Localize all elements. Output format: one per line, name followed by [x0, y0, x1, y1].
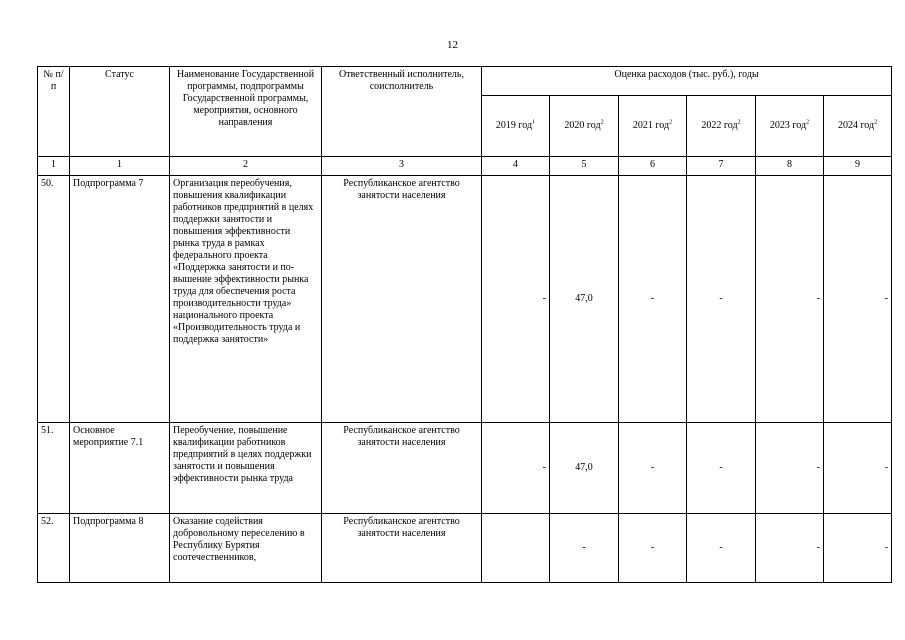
row-executor: Республиканское агентство занятости населения [322, 514, 482, 583]
row-value: - [619, 514, 687, 583]
column-numbers-row [38, 157, 892, 176]
row-value: - [824, 176, 892, 423]
table-header-row [38, 67, 892, 96]
page-number: 12 [447, 39, 458, 51]
row-value: 47,0 [550, 176, 619, 423]
row-value: - [687, 176, 756, 423]
row-value: - [619, 176, 687, 423]
row-value: - [482, 176, 550, 423]
row-value: - [756, 176, 824, 423]
column-number: 1 [38, 157, 70, 176]
row-status: Подпрограмма 7 [70, 176, 170, 423]
column-number: 8 [756, 157, 824, 176]
column-number: 5 [550, 157, 619, 176]
row-name: Переобучение, повышение квалификации работников предприятий в целях поддержки занятости и повышения эффективности рынка труда [170, 423, 322, 514]
row-num: 52. [38, 514, 70, 583]
column-number: 3 [322, 157, 482, 176]
row-value: - [687, 423, 756, 514]
row-status: Основное мероприятие 7.1 [70, 423, 170, 514]
header-year: 2021 год$^2$ [619, 96, 687, 157]
table-row [38, 514, 892, 583]
row-value: - [756, 514, 824, 583]
row-value: - [550, 514, 619, 583]
header-executor: Ответственный исполнитель, соисполнитель [322, 67, 482, 157]
header-status: Статус [70, 67, 170, 157]
column-number: 4 [482, 157, 550, 176]
row-value: - [824, 514, 892, 583]
column-number: 1 [70, 157, 170, 176]
header-year: 2023 год$^2$ [756, 96, 824, 157]
row-value: 47,0 [550, 423, 619, 514]
column-number: 2 [170, 157, 322, 176]
row-value: - [619, 423, 687, 514]
row-status: Подпрограмма 8 [70, 514, 170, 583]
header-year: 2019 год$^1$ [482, 96, 550, 157]
row-num: 51. [38, 423, 70, 514]
header-num: № п/п [38, 67, 70, 157]
row-executor: Республиканское агентство занятости населения [322, 176, 482, 423]
table-row [38, 176, 892, 423]
row-value: - [824, 423, 892, 514]
row-name: Организация переобучения, повышения квалификации работников предприятий в целях поддержки занятости и повышения эффективности рынка труда в рамках федерального проекта «Поддержка занятости и по-вышение эффективности рынка труда для обеспечения роста производительности труда» национального проекта «Производительность труда и поддержка занятости» [170, 176, 322, 423]
row-executor: Республиканское агентство занятости населения [322, 423, 482, 514]
row-name: Оказание содействия добровольному переселению в Республику Бурятия соотечественников, [170, 514, 322, 583]
header-year: 2024 год$^2$ [824, 96, 892, 157]
column-number: 6 [619, 157, 687, 176]
table-row [38, 423, 892, 514]
column-number: 9 [824, 157, 892, 176]
column-number: 7 [687, 157, 756, 176]
budget-table [37, 66, 892, 583]
row-value: - [756, 423, 824, 514]
row-value: - [687, 514, 756, 583]
header-name: Наименование Государственной программы, подпрограммы Государственной программы, мероприятия, основного направления [170, 67, 322, 157]
header-year: 2020 год$^2$ [550, 96, 619, 157]
header-year: 2022 год$^2$ [687, 96, 756, 157]
row-value [482, 514, 550, 583]
header-expenses: Оценка расходов (тыс. руб.), годы [482, 67, 892, 96]
row-value: - [482, 423, 550, 514]
row-num: 50. [38, 176, 70, 423]
